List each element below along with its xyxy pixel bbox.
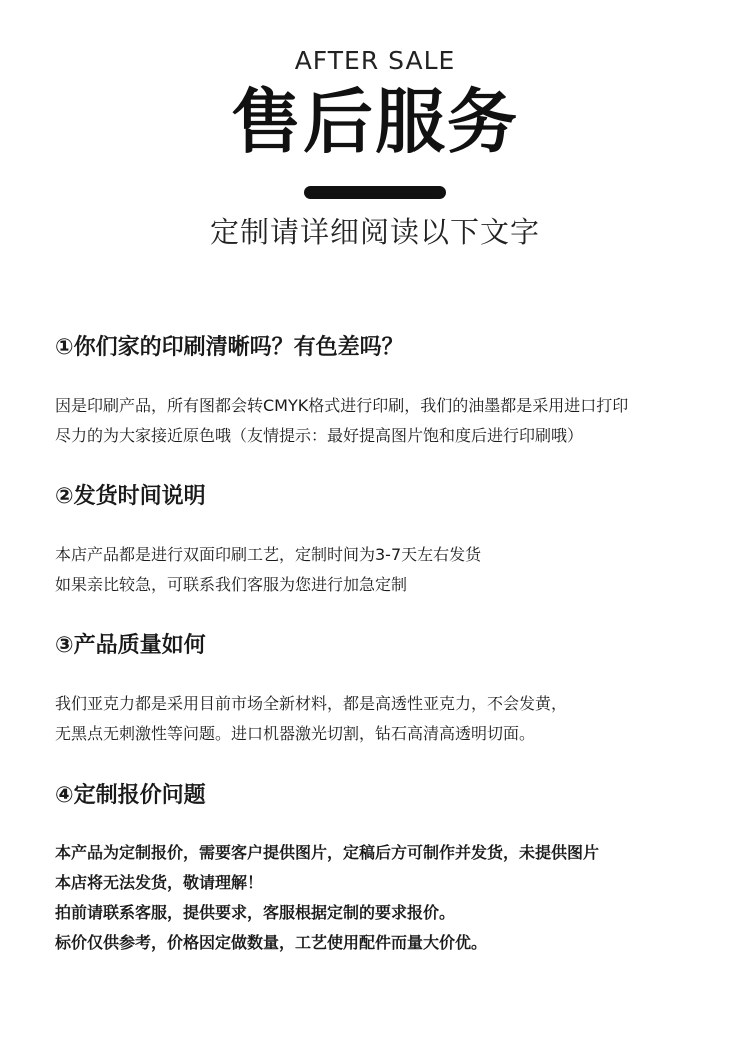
section-line: 我们亚克力都是采用目前市场全新材料，都是高透性亚克力，不会发黄， — [55, 694, 568, 713]
section-line: 如果亲比较急，可联系我们客服为您进行加急定制 — [55, 575, 408, 594]
section-print-quality — [55, 333, 715, 451]
section-line: 本店产品都是进行双面印刷工艺，定制时间为3-7天左右发货 — [55, 545, 482, 564]
section-body — [55, 838, 715, 958]
section-product-quality — [55, 631, 715, 749]
section-heading: ③产品质量如何 — [55, 633, 206, 658]
page-title: 售后服务 — [231, 81, 519, 163]
section-line: 本产品为定制报价，需要客户提供图片，定稿后方可制作并发货，未提供图片 — [55, 843, 600, 862]
section-heading: ②发货时间说明 — [55, 484, 206, 509]
section-body — [55, 689, 715, 749]
title-divider — [304, 186, 446, 199]
section-line: 拍前请联系客服，提供要求，客服根据定制的要求报价。 — [55, 903, 456, 922]
section-heading: ④定制报价问题 — [55, 783, 206, 808]
section-line: 无黑点无刺激性等问题。进口机器激光切割，钻石高清高透明切面。 — [55, 724, 536, 743]
section-line: 因是印刷产品，所有图都会转CMYK格式进行印刷，我们的油墨都是采用进口打印 — [55, 396, 629, 415]
section-custom-quote — [55, 781, 715, 958]
reading-note: 定制请详细阅读以下文字 — [209, 215, 540, 249]
section-line: 标价仅供参考，价格因定做数量，工艺使用配件而量大价优。 — [55, 933, 488, 952]
section-line: 尽力的为大家接近原色哦（友情提示：最好提高图片饱和度后进行印刷哦） — [55, 426, 584, 445]
after-sale-subtitle: AFTER SALE — [294, 46, 456, 75]
section-body — [55, 391, 715, 451]
section-shipping-time — [55, 482, 715, 600]
section-line: 本店将无法发货，敬请理解！ — [55, 873, 264, 892]
section-heading: ①你们家的印刷清晰吗？有色差吗？ — [55, 335, 404, 360]
section-body — [55, 540, 715, 600]
